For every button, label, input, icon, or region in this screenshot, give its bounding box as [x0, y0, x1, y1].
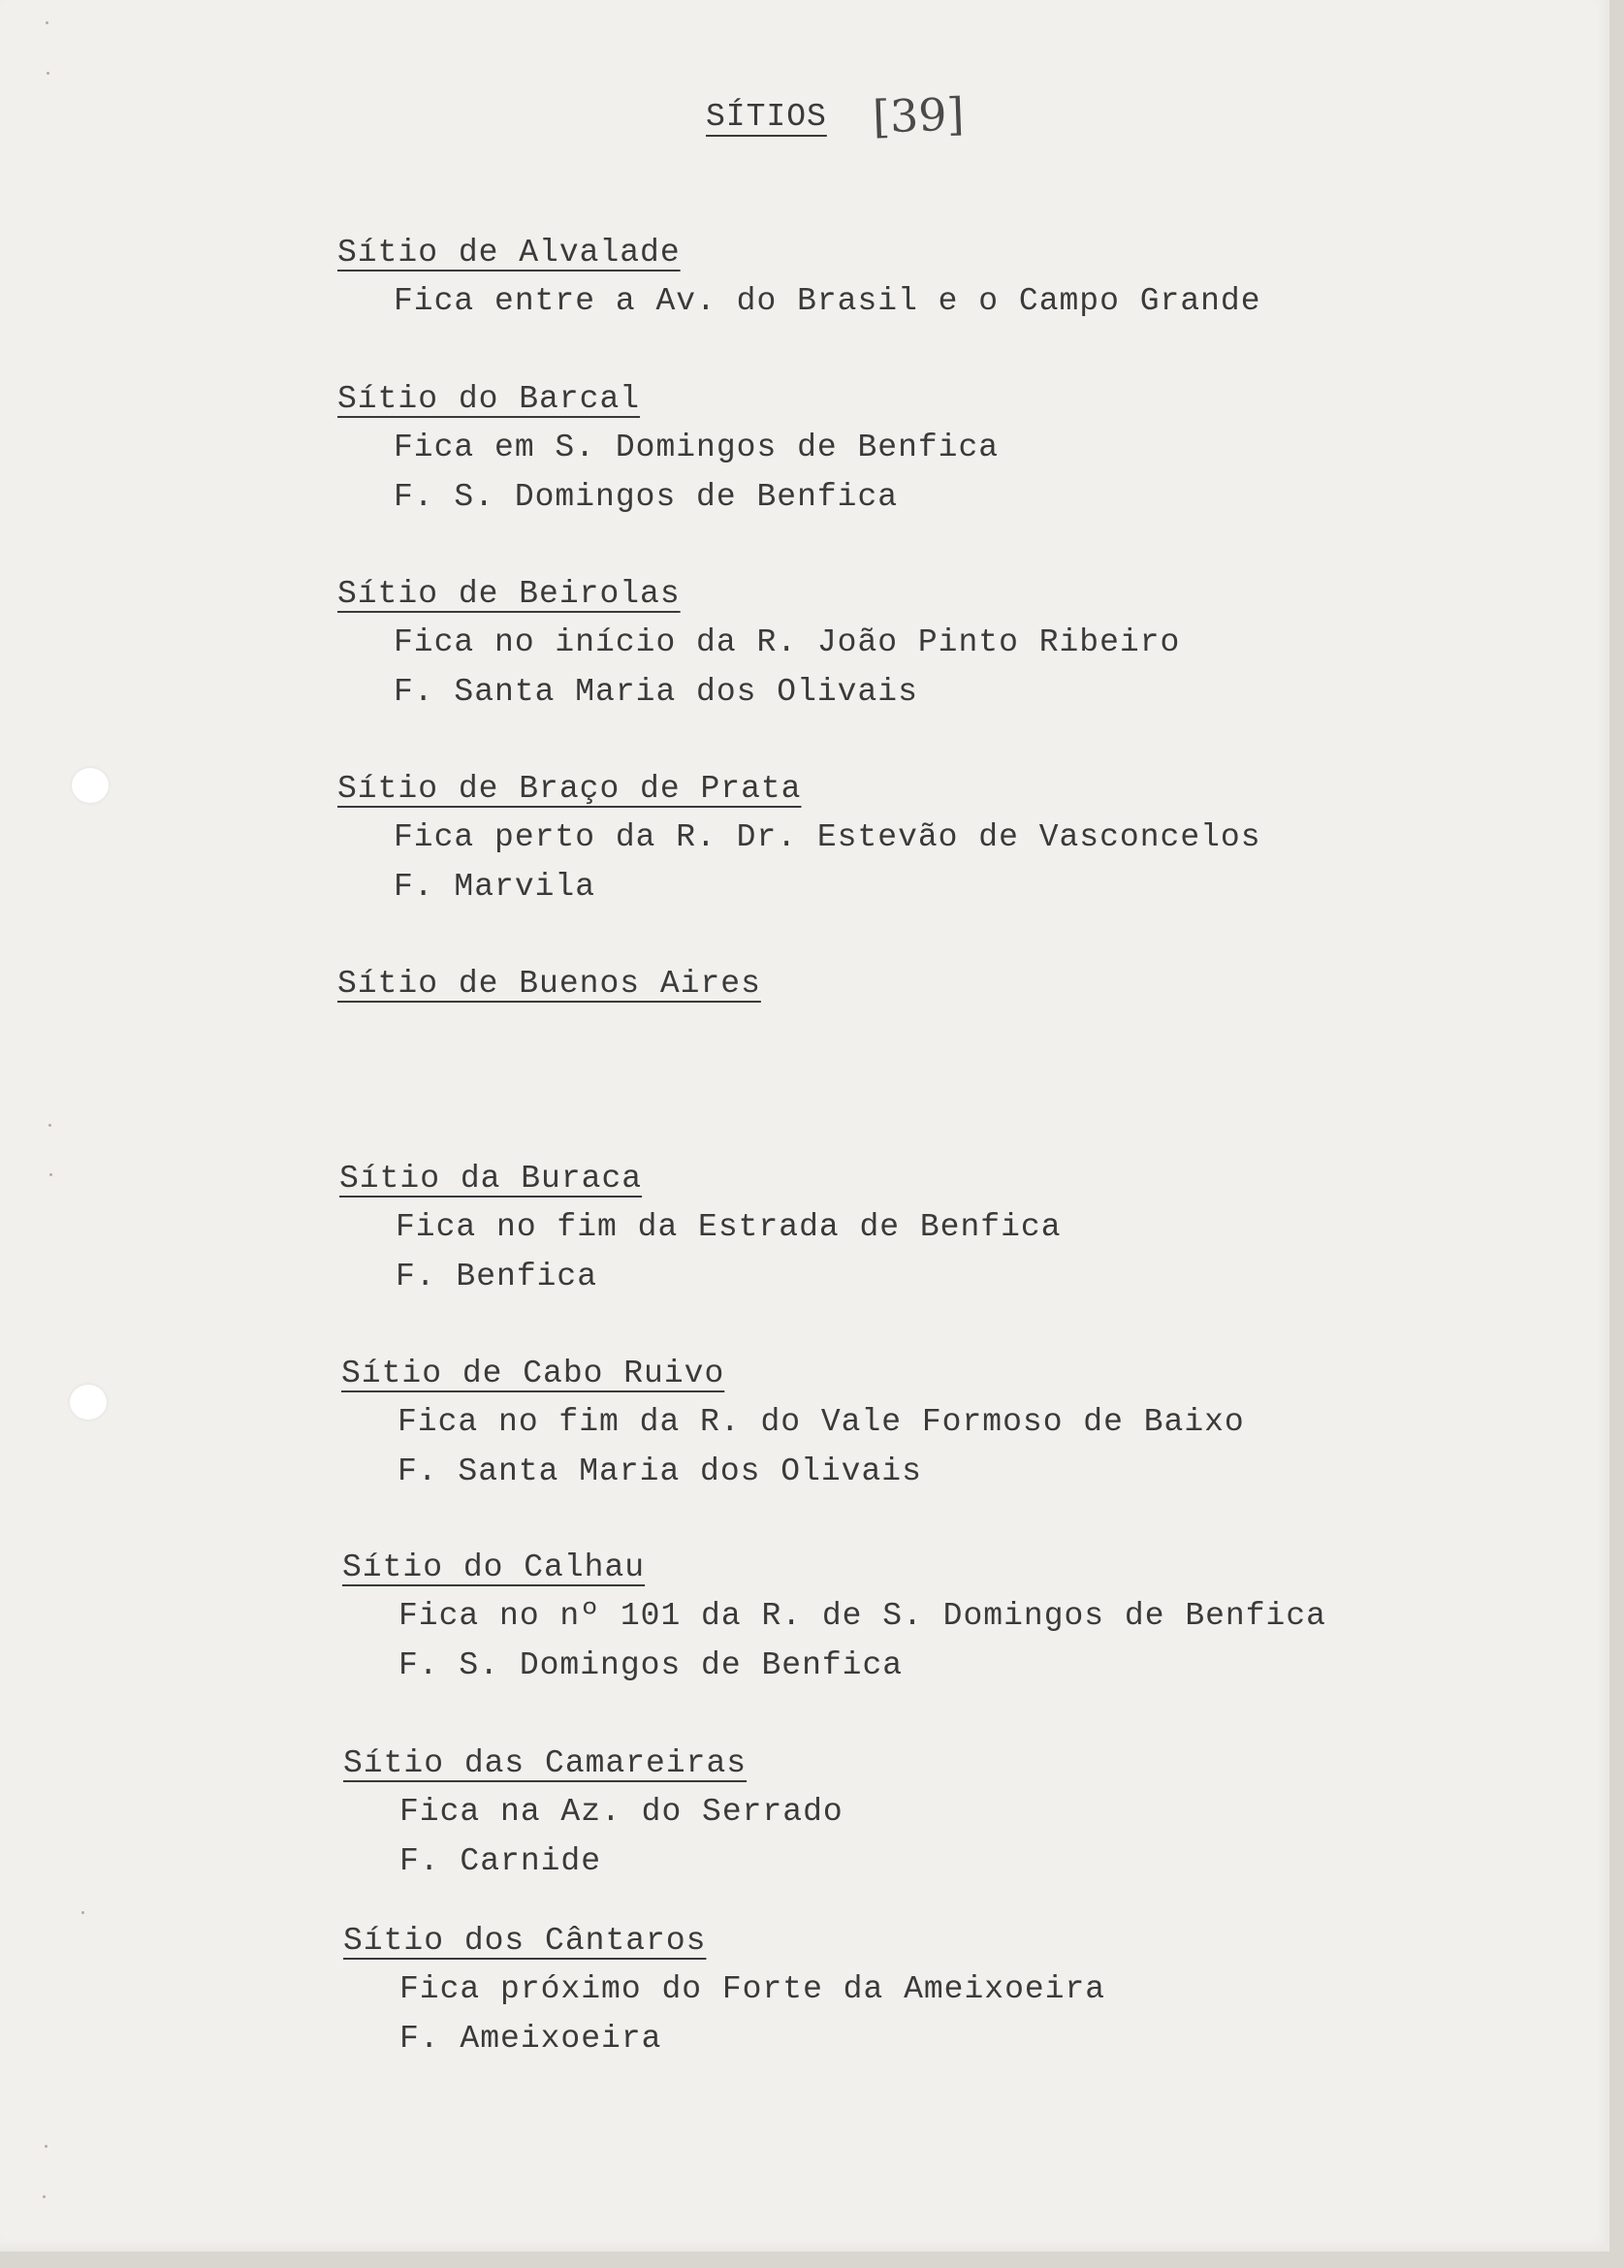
entry-title: Sítio de Beirolas [337, 576, 681, 612]
entry-location: Fica perto da R. Dr. Estevão de Vasconcelos [394, 819, 1261, 855]
entry-parish: F. Santa Maria dos Olivais [394, 674, 918, 710]
entry-title: Sítio de Cabo Ruivo [341, 1356, 725, 1391]
entry-cantaros [343, 1924, 1105, 2071]
entry-calhau [342, 1550, 1326, 1698]
entry-location: Fica no início da R. João Pinto Ribeiro [394, 624, 1181, 660]
entry-beirolas [337, 577, 1180, 724]
entry-alvalade [337, 236, 1261, 334]
entry-parish: F. Ameixoeira [399, 2021, 662, 2057]
entry-location: Fica no nº 101 da R. de S. Domingos de Benfica [398, 1598, 1326, 1634]
paper-speck [47, 72, 49, 75]
entry-location: Fica no fim da Estrada de Benfica [396, 1209, 1062, 1245]
entry-title: Sítio do Barcal [337, 381, 641, 417]
entry-title: Sítio de Buenos Aires [337, 966, 761, 1002]
punch-hole [70, 1385, 107, 1420]
entry-title: Sítio dos Cântaros [343, 1923, 707, 1959]
paper-speck [48, 1124, 51, 1127]
entry-parish: F. Marvila [394, 869, 596, 905]
paper-speck [49, 1173, 52, 1176]
paper-speck [46, 21, 48, 24]
entry-parish: F. S. Domingos de Benfica [394, 479, 899, 515]
entry-buraca [339, 1162, 1062, 1309]
entry-barcal [337, 382, 999, 529]
entry-braco-de-prata [337, 772, 1261, 919]
entry-title: Sítio de Braço de Prata [337, 771, 802, 807]
entry-location: Fica próximo do Forte da Ameixoeira [399, 1971, 1106, 2007]
entry-parish: F. Benfica [396, 1259, 598, 1294]
entry-buenos-aires [337, 967, 761, 1015]
entry-parish: F. Santa Maria dos Olivais [398, 1453, 922, 1489]
punch-hole [72, 768, 109, 803]
entry-location: Fica na Az. do Serrado [399, 1794, 844, 1830]
entry-parish: F. S. Domingos de Benfica [398, 1647, 904, 1683]
entry-title: Sítio do Calhau [342, 1549, 646, 1585]
handwritten-page-number: [39] [872, 87, 966, 144]
paper-speck [43, 2195, 46, 2198]
entry-location: Fica em S. Domingos de Benfica [394, 430, 1000, 465]
entry-title: Sítio da Buraca [339, 1161, 643, 1197]
page-heading: SÍTIOS [706, 99, 827, 135]
entry-location: Fica no fim da R. do Vale Formoso de Baixo [398, 1404, 1245, 1440]
entry-title: Sítio de Alvalade [337, 235, 681, 271]
entry-parish: F. Carnide [399, 1843, 602, 1879]
entry-camareiras [343, 1746, 844, 1894]
entry-cabo-ruivo [341, 1357, 1245, 1504]
entry-location: Fica entre a Av. do Brasil e o Campo Grande [394, 283, 1261, 319]
paper-speck [45, 2145, 48, 2148]
paper-speck [81, 1911, 84, 1914]
entry-title: Sítio das Camareiras [343, 1745, 748, 1781]
